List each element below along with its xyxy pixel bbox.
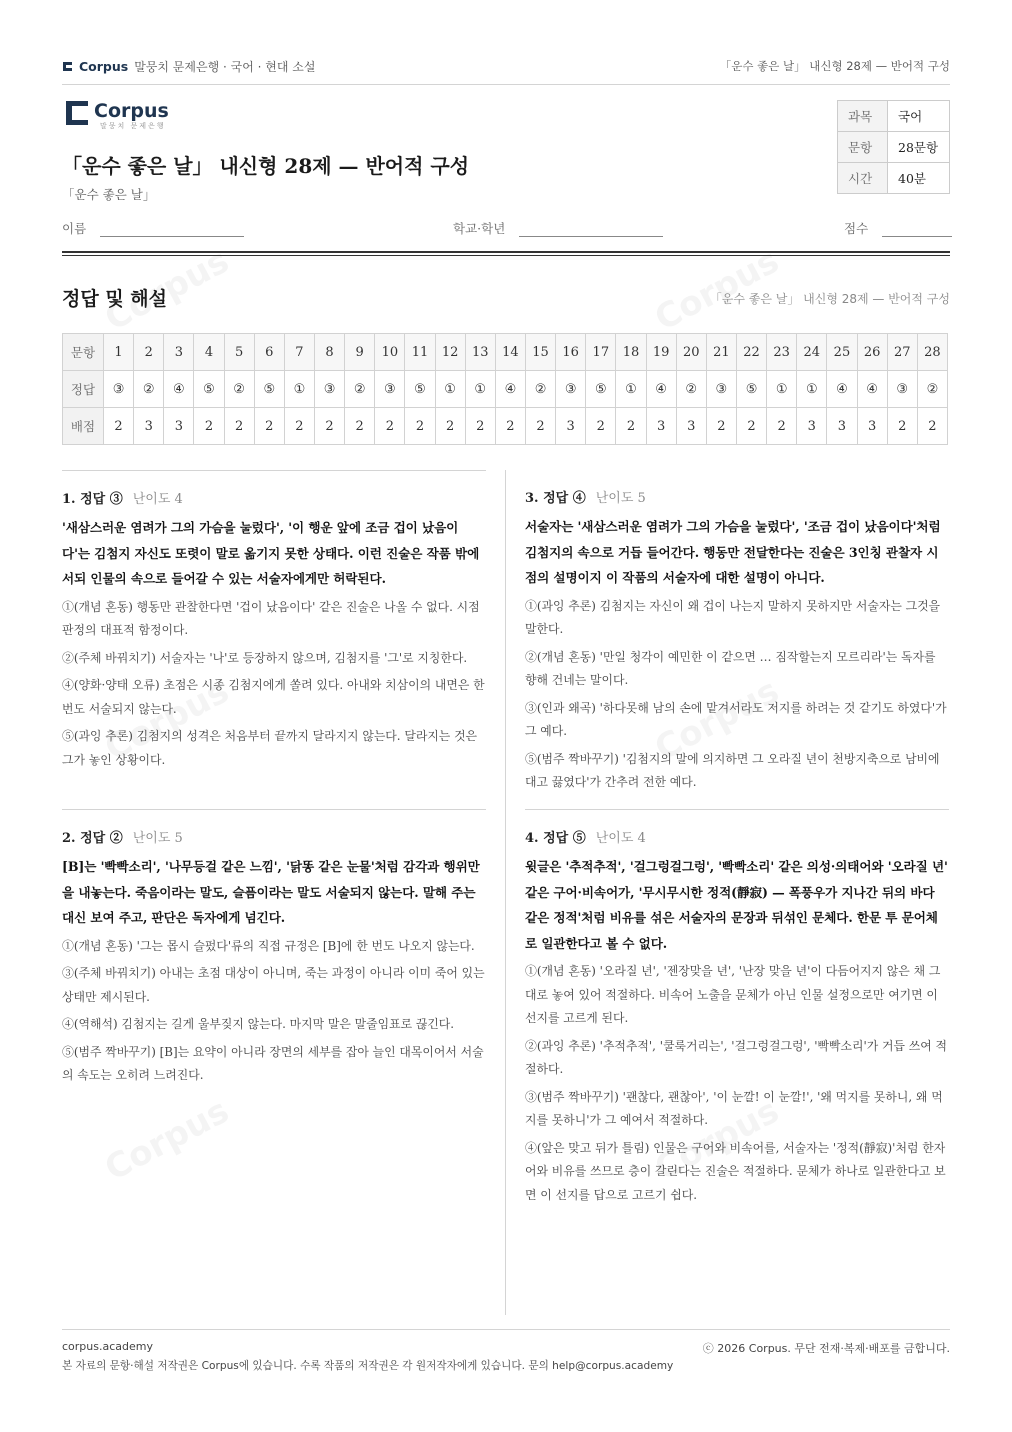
points-cell: 3	[164, 408, 194, 445]
meta-key: 문항	[838, 132, 888, 163]
question-number-cell: 11	[405, 334, 435, 371]
points-cell: 2	[284, 408, 314, 445]
answer-cell: ①	[767, 371, 797, 408]
option-note: ②(개념 혼동) '만일 청각이 예민한 이 같으면 … 짐작할는지 모르리라'는 독자를 향해 건네는 말이다.	[525, 649, 936, 687]
corpus-logo-icon	[66, 101, 88, 125]
row-header: 문항	[63, 334, 104, 371]
meta-value: 28문항	[888, 132, 950, 163]
answer-cell: ②	[224, 371, 254, 408]
answer-cell: ②	[917, 371, 947, 408]
meta-value: 40분	[888, 163, 950, 194]
answer-cell: ④	[646, 371, 676, 408]
option-note: ②(주체 바꿔치기) 서술자는 '나'로 등장하지 않으며, 김첨지를 '그'로 지칭한다.	[62, 650, 468, 665]
footer-copyright: ⓒ 2026 Corpus. 무단 전재·복제·배포를 금합니다.	[702, 1342, 950, 1355]
points-cell: 2	[405, 408, 435, 445]
difficulty-label: 난이도 4	[595, 831, 646, 846]
question-number-cell: 28	[917, 334, 947, 371]
answer-cell: ③	[556, 371, 586, 408]
logo-subtitle: 말뭉치 문제은행	[100, 122, 166, 130]
footer-url[interactable]: corpus.academy	[62, 1340, 153, 1353]
question-number-cell: 19	[646, 334, 676, 371]
question-number-cell: 27	[887, 334, 917, 371]
option-note: ①(개념 혼동) '오라질 년', '젠장맞을 년', '난장 맞을 년'이 다듬어지지 않은 채 그대로 놓여 있어 적절하다. 비속어 노출을 문체가 아닌 인물 설정으로만 여기면 이 선지를 고르게 된다.	[525, 964, 941, 1025]
row-header: 정답	[63, 371, 104, 408]
row-header: 배점	[63, 408, 104, 445]
question-number-cell: 15	[525, 334, 555, 371]
answer-cell: ②	[676, 371, 706, 408]
points-cell: 2	[375, 408, 405, 445]
option-note: ⑤(범주 짝바꾸기) [B]는 요약이 아니라 장면의 세부를 잡아 늘인 대목이어서 서술의 속도는 오히려 느려진다.	[62, 1044, 484, 1082]
points-cell: 2	[345, 408, 375, 445]
answer-cell: ③	[887, 371, 917, 408]
school-blank[interactable]	[519, 218, 663, 237]
question-number-cell: 14	[495, 334, 525, 371]
exam-meta-table	[837, 100, 950, 194]
difficulty-label: 난이도 5	[132, 831, 183, 846]
explanation-3	[525, 470, 949, 795]
answer-label: 1. 정답 ③	[62, 492, 123, 507]
question-number-cell: 1	[104, 334, 134, 371]
difficulty-label: 난이도 4	[132, 492, 183, 507]
column-divider	[505, 470, 506, 1315]
option-note: ①(개념 혼동) '그는 몹시 슬펐다'류의 직접 규정은 [B]에 한 번도 나오지 않는다.	[62, 938, 475, 953]
answer-cell: ⑤	[736, 371, 766, 408]
points-cell: 2	[104, 408, 134, 445]
answer-cell: ②	[134, 371, 164, 408]
meta-key: 과목	[838, 101, 888, 132]
points-cell: 2	[435, 408, 465, 445]
option-note: ③(인과 왜곡) '하다못해 남의 손에 맡겨서라도 저지를 하려는 것 같기도 하였다'가 그 예다.	[525, 700, 947, 738]
points-cell: 3	[827, 408, 857, 445]
answer-cell: ①	[284, 371, 314, 408]
answer-cell: ①	[616, 371, 646, 408]
answer-label: 4. 정답 ⑤	[525, 831, 586, 846]
answer-cell: ②	[345, 371, 375, 408]
option-note: ①(개념 혼동) 행동만 관찰한다면 '겁이 났음이다' 같은 진술은 나올 수 없다. 시점 판정의 대표적 함정이다.	[62, 599, 480, 637]
school-label: 학교·학년	[453, 221, 506, 236]
answer-cell: ③	[375, 371, 405, 408]
question-number-cell: 10	[375, 334, 405, 371]
points-cell: 2	[917, 408, 947, 445]
score-field[interactable]	[844, 218, 952, 237]
header-double-rule	[62, 251, 950, 256]
question-number-cell: 16	[556, 334, 586, 371]
answer-cell: ③	[314, 371, 344, 408]
school-field[interactable]	[453, 218, 663, 237]
footer-note: 본 자료의 문항·해설 저작권은 Corpus에 있습니다. 수록 작품의 저작권은 각 원저작자에게 있습니다. 문의 help@corpus.academy	[62, 1360, 674, 1372]
explanation-4	[525, 809, 949, 1207]
points-cell: 2	[616, 408, 646, 445]
question-number-cell: 21	[706, 334, 736, 371]
question-heading	[525, 827, 949, 846]
points-cell: 2	[465, 408, 495, 445]
answer-cell: ①	[465, 371, 495, 408]
option-note: ⑤(범주 짝바꾸기) '김첨지의 말에 의지하면 그 오라질 년이 천방지축으로 남비에 대고 끓였다'가 간추려 전한 예다.	[525, 751, 940, 789]
question-number-cell: 25	[827, 334, 857, 371]
question-number-cell: 7	[284, 334, 314, 371]
document-subtitle: 「운수 좋은 날」	[62, 187, 156, 202]
question-number-cell: 22	[736, 334, 766, 371]
question-heading	[525, 487, 949, 506]
score-label: 점수	[844, 221, 869, 236]
points-cell: 3	[797, 408, 827, 445]
answer-cell: ①	[435, 371, 465, 408]
question-number-cell: 26	[857, 334, 887, 371]
answer-label: 3. 정답 ④	[525, 491, 586, 506]
question-number-cell: 2	[134, 334, 164, 371]
option-note: ③(주체 바꿔치기) 아내는 초점 대상이 아니며, 죽는 과정이 아니라 이미 죽어 있는 상태만 제시된다.	[62, 966, 485, 1004]
points-cell: 2	[224, 408, 254, 445]
question-number-cell: 6	[254, 334, 284, 371]
points-cell: 2	[525, 408, 555, 445]
question-number-cell: 5	[224, 334, 254, 371]
question-number-cell: 23	[767, 334, 797, 371]
points-cell: 3	[676, 408, 706, 445]
points-cell: 2	[706, 408, 736, 445]
question-heading	[62, 488, 486, 507]
header-breadcrumb: 말뭉치 문제은행 · 국어 · 현대 소설	[134, 60, 316, 74]
points-cell: 2	[194, 408, 224, 445]
answer-cell: ③	[104, 371, 134, 408]
question-number-cell: 4	[194, 334, 224, 371]
answer-cell: ⑤	[586, 371, 616, 408]
points-cell: 2	[254, 408, 284, 445]
question-number-cell: 12	[435, 334, 465, 371]
option-note: ④(앞은 맞고 뒤가 틀림) 인물은 구어와 비속어를, 서술자는 '정적(靜寂)'처럼 한자어와 비유를 쓰므로 층이 갈린다는 진술은 적절하다. 문체가 하나로 일관한다고 보면 이 선지를 답으로 고르기 쉽다.	[525, 1140, 946, 1202]
points-cell: 2	[495, 408, 525, 445]
answer-cell: ⑤	[254, 371, 284, 408]
option-note: ①(과잉 추론) 김첨지는 자신이 왜 겁이 나는지 말하지 못하지만 서술자는 그것을 말한다.	[525, 598, 941, 636]
answer-cell: ②	[525, 371, 555, 408]
question-number-cell: 17	[586, 334, 616, 371]
footer-rule	[62, 1329, 950, 1330]
explanation-body: 윗글은 '추적추적', '걸그렁걸그렁', '빡빡소리' 같은 의성·의태어와 '오라질 년' 같은 구어·비속어가, '무시무시한 정적(靜寂) — 폭풍우가 지나간 뒤의 바다 같은 정적'처럼 비유를 섞은 서술자의 문장과 뒤섞인 문체다. 한문 투 문어체로 일관한다고 볼 수 없다.	[525, 859, 948, 951]
points-cell: 3	[646, 408, 676, 445]
option-note: ④(역해석) 김첨지는 길게 울부짖지 않는다. 마지막 말은 말줄임표로 끊긴다.	[62, 1017, 455, 1031]
corpus-logo	[66, 101, 169, 131]
answer-cell: ④	[827, 371, 857, 408]
header-doc-title: 「운수 좋은 날」 내신형 28제 — 반어적 구성	[719, 59, 950, 73]
explanation-1	[62, 470, 486, 772]
answer-cell: ④	[164, 371, 194, 408]
points-cell: 2	[586, 408, 616, 445]
explanation-2	[62, 809, 486, 1088]
name-field[interactable]	[62, 218, 244, 237]
explanation-body: 서술자는 '새삼스러운 염려가 그의 가슴을 눌렀다', '조금 겁이 났음이다'처럼 김첨지의 속으로 거듭 들어간다. 행동만 전달한다는 진술은 3인칭 관찰자 시점의 설명이지 이 작품의 서술자에 대한 설명이 아니다.	[525, 519, 941, 585]
question-number-cell: 24	[797, 334, 827, 371]
option-note: ④(양화·양태 오류) 초점은 시종 김첨지에게 쏠려 있다. 아내와 치삼이의 내면은 한 번도 서술되지 않는다.	[62, 678, 485, 716]
points-cell: 3	[556, 408, 586, 445]
header-brand: Corpus	[79, 59, 129, 74]
option-note: ⑤(과잉 추론) 김첨지의 성격은 처음부터 끝까지 달라지지 않는다. 달라지는 것은 그가 놓인 상황이다.	[62, 729, 478, 767]
meta-key: 시간	[838, 163, 888, 194]
meta-value: 국어	[888, 101, 950, 132]
difficulty-label: 난이도 5	[595, 491, 646, 506]
name-label: 이름	[62, 221, 87, 236]
section-title: 정답 및 해설	[62, 288, 167, 310]
question-number-cell: 9	[345, 334, 375, 371]
answer-label: 2. 정답 ②	[62, 831, 123, 846]
question-number-cell: 18	[616, 334, 646, 371]
question-heading	[62, 827, 486, 846]
question-number-cell: 8	[314, 334, 344, 371]
corpus-bracket-icon	[62, 61, 73, 72]
document-title: 「운수 좋은 날」 내신형 28제 — 반어적 구성	[62, 154, 470, 178]
watermark	[98, 1091, 235, 1189]
answer-cell: ④	[857, 371, 887, 408]
explanation-body: [B]는 '빡빡소리', '나무등걸 같은 느낌', '닭똥 같은 눈물'처럼 감각과 행위만을 내놓는다. 죽음이라는 말도, 슬픔이라는 말도 서술되지 않는다. 말해 주는 대신 보여 주고, 판단은 독자에게 넘긴다.	[62, 859, 480, 925]
question-number-cell: 3	[164, 334, 194, 371]
answer-cell: ⑤	[194, 371, 224, 408]
points-cell: 3	[134, 408, 164, 445]
answer-cell: ①	[797, 371, 827, 408]
answer-grid	[62, 333, 948, 445]
explanation-body: '새삼스러운 염려가 그의 가슴을 눌렀다', '이 행운 앞에 조금 겁이 났음이다'는 김첨지 자신도 또렷이 말로 옮기지 못한 상태다. 이런 진술은 작품 밖에 서되 인물의 속으로 들어갈 수 있는 서술자에게만 허락된다.	[62, 520, 480, 586]
question-number-cell: 20	[676, 334, 706, 371]
points-cell: 3	[857, 408, 887, 445]
points-cell: 2	[767, 408, 797, 445]
points-cell: 2	[736, 408, 766, 445]
name-blank[interactable]	[100, 218, 244, 237]
question-number-cell: 13	[465, 334, 495, 371]
running-header	[62, 58, 950, 85]
answer-cell: ④	[495, 371, 525, 408]
answer-cell: ⑤	[405, 371, 435, 408]
points-cell: 2	[314, 408, 344, 445]
points-cell: 2	[887, 408, 917, 445]
score-blank[interactable]	[882, 218, 952, 237]
option-note: ③(범주 짝바꾸기) '괜찮다, 괜찮아', '이 눈깔! 이 눈깔!', '왜 먹지를 못하니, 왜 먹지를 못하니'가 그 예여서 적절하다.	[525, 1089, 943, 1127]
section-doc-title: 「운수 좋은 날」 내신형 28제 — 반어적 구성	[709, 292, 950, 306]
answer-cell: ③	[706, 371, 736, 408]
logo-wordmark: Corpus	[94, 100, 169, 122]
option-note: ②(과잉 추론) '추적추적', '쿨룩거리는', '걸그렁걸그렁', '빡빡소리'가 거듭 쓰여 적절하다.	[525, 1038, 948, 1076]
